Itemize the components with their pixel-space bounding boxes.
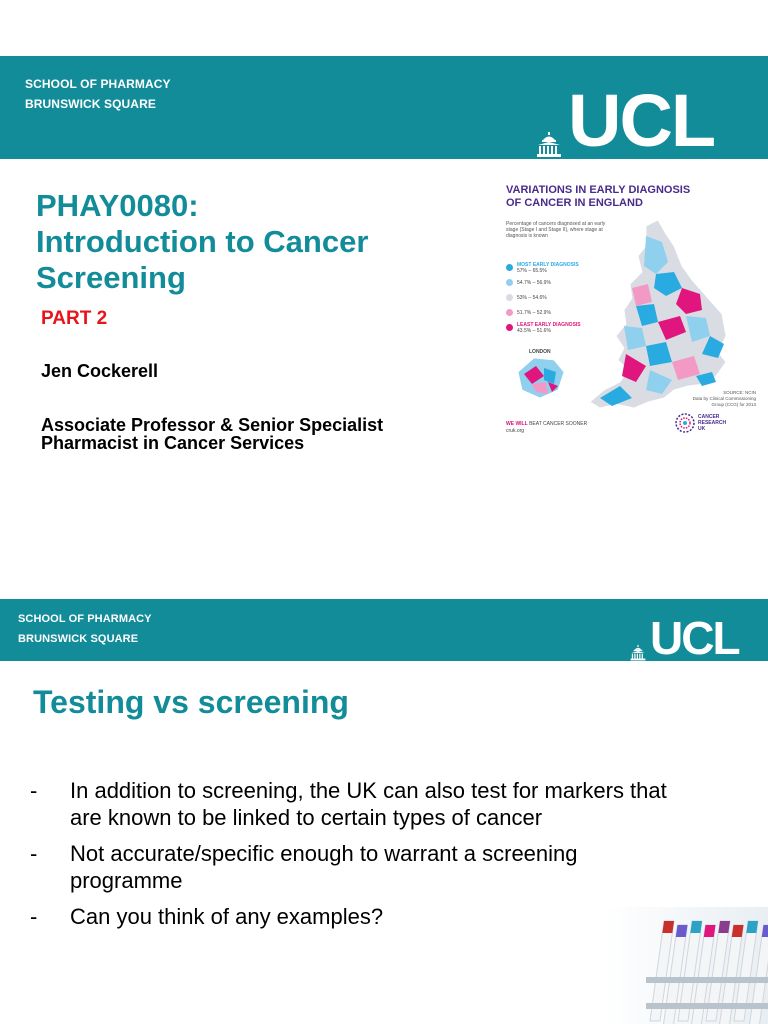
cruk-line-3: UK bbox=[698, 426, 706, 432]
cruk-url: cruk.org bbox=[506, 428, 525, 434]
legend-range: 43.5% – 51.6% bbox=[517, 327, 551, 334]
legend-label: LEAST EARLY DIAGNOSIS bbox=[517, 321, 581, 328]
author-role bbox=[41, 416, 471, 452]
title-line-3: Screening bbox=[36, 260, 186, 295]
title-line-2: Introduction to Cancer bbox=[36, 224, 369, 259]
slogan-prefix: WE WILL bbox=[506, 421, 528, 427]
cruk-line-2: RESEARCH bbox=[698, 420, 727, 426]
infographic-source bbox=[666, 390, 756, 408]
ucl-wordmark: UCL bbox=[650, 612, 739, 664]
role-line-1: Associate Professor & Senior Specialist bbox=[41, 415, 384, 435]
ucl-logo bbox=[536, 79, 715, 162]
role-line-2: Pharmacist in Cancer Services bbox=[41, 433, 305, 453]
legend-label: MOST EARLY DIAGNOSIS bbox=[517, 261, 579, 268]
header-banner bbox=[0, 599, 768, 664]
cruk-wordmark bbox=[698, 414, 726, 432]
infographic-title-line-1: VARIATIONS IN EARLY DIAGNOSIS bbox=[506, 184, 691, 196]
london-label: LONDON bbox=[529, 349, 551, 355]
cruk-logo bbox=[674, 412, 734, 436]
school-name bbox=[25, 74, 171, 114]
bullet-dash: - bbox=[30, 778, 38, 803]
bullet-text: Not accurate/specific enough to warrant a screening programme bbox=[70, 841, 578, 893]
bullet-text: In addition to screening, the UK can also test for markers that are known to be linked to certain types of cancer bbox=[70, 778, 667, 830]
map-legend bbox=[506, 260, 626, 335]
list-item bbox=[30, 840, 680, 894]
slogan-rest: BEAT CANCER SOONER bbox=[529, 421, 588, 427]
legend-swatch bbox=[506, 279, 513, 286]
header-banner bbox=[0, 56, 768, 162]
test-tubes-image bbox=[606, 907, 768, 1024]
school-line-1: SCHOOL OF PHARMACY bbox=[18, 613, 152, 625]
legend-swatch bbox=[506, 309, 513, 316]
test-tubes-illustration bbox=[606, 907, 768, 1024]
part-label: PART 2 bbox=[41, 308, 108, 329]
early-diagnosis-infographic bbox=[496, 176, 768, 478]
legend-swatch bbox=[506, 294, 513, 301]
legend-range: 57% – 65.5% bbox=[517, 267, 547, 274]
source-line-1: SOURCE: NCIN bbox=[723, 390, 756, 395]
school-line-2: BRUNSWICK SQUARE bbox=[18, 633, 139, 645]
list-item bbox=[30, 777, 680, 831]
bullet-dash: - bbox=[30, 904, 38, 929]
portico-icon bbox=[536, 132, 562, 158]
legend-item bbox=[506, 260, 626, 275]
bullet-list bbox=[30, 777, 680, 939]
portico-icon bbox=[630, 645, 646, 661]
legend-range: 51.7% – 52.9% bbox=[517, 309, 551, 316]
legend-range: 54.7% – 56.9% bbox=[517, 279, 551, 286]
source-line-3: Group (CCG) for 2013 bbox=[711, 402, 756, 407]
author-name: Jen Cockerell bbox=[41, 361, 159, 381]
infographic-title-line-2: OF CANCER IN ENGLAND bbox=[506, 197, 643, 209]
slogan bbox=[506, 421, 587, 435]
slide-title bbox=[36, 188, 466, 296]
legend-item bbox=[506, 275, 626, 290]
legend-item bbox=[506, 305, 626, 320]
infographic-title bbox=[506, 184, 756, 210]
legend-swatch bbox=[506, 324, 513, 331]
ucl-wordmark: UCL bbox=[568, 79, 715, 162]
legend-item bbox=[506, 290, 626, 305]
bullet-text: Can you think of any examples? bbox=[70, 904, 384, 929]
infographic-description: Percentage of cancers diagnosed at an early stage (Stage I and Stage II), where stage at diagnosis is known bbox=[506, 221, 606, 239]
cruk-dots-icon bbox=[674, 412, 696, 434]
legend-text-group bbox=[517, 322, 581, 334]
slide-title: Testing vs screening bbox=[33, 684, 349, 720]
school-line-1: SCHOOL OF PHARMACY bbox=[25, 77, 171, 91]
source-line-2: Data by Clinical Commissioning bbox=[692, 396, 756, 401]
legend-item bbox=[506, 320, 626, 335]
school-name bbox=[18, 609, 152, 649]
title-line-1: PHAY0080: bbox=[36, 188, 199, 223]
legend-range: 53% – 54.6% bbox=[517, 294, 547, 301]
bullet-dash: - bbox=[30, 841, 38, 866]
school-line-2: BRUNSWICK SQUARE bbox=[25, 97, 156, 111]
ucl-logo bbox=[630, 612, 739, 664]
cruk-line-1: CANCER bbox=[698, 414, 720, 420]
legend-text-group bbox=[517, 262, 579, 274]
list-item bbox=[30, 903, 680, 930]
legend-swatch bbox=[506, 264, 513, 271]
content-slide bbox=[0, 575, 768, 1024]
